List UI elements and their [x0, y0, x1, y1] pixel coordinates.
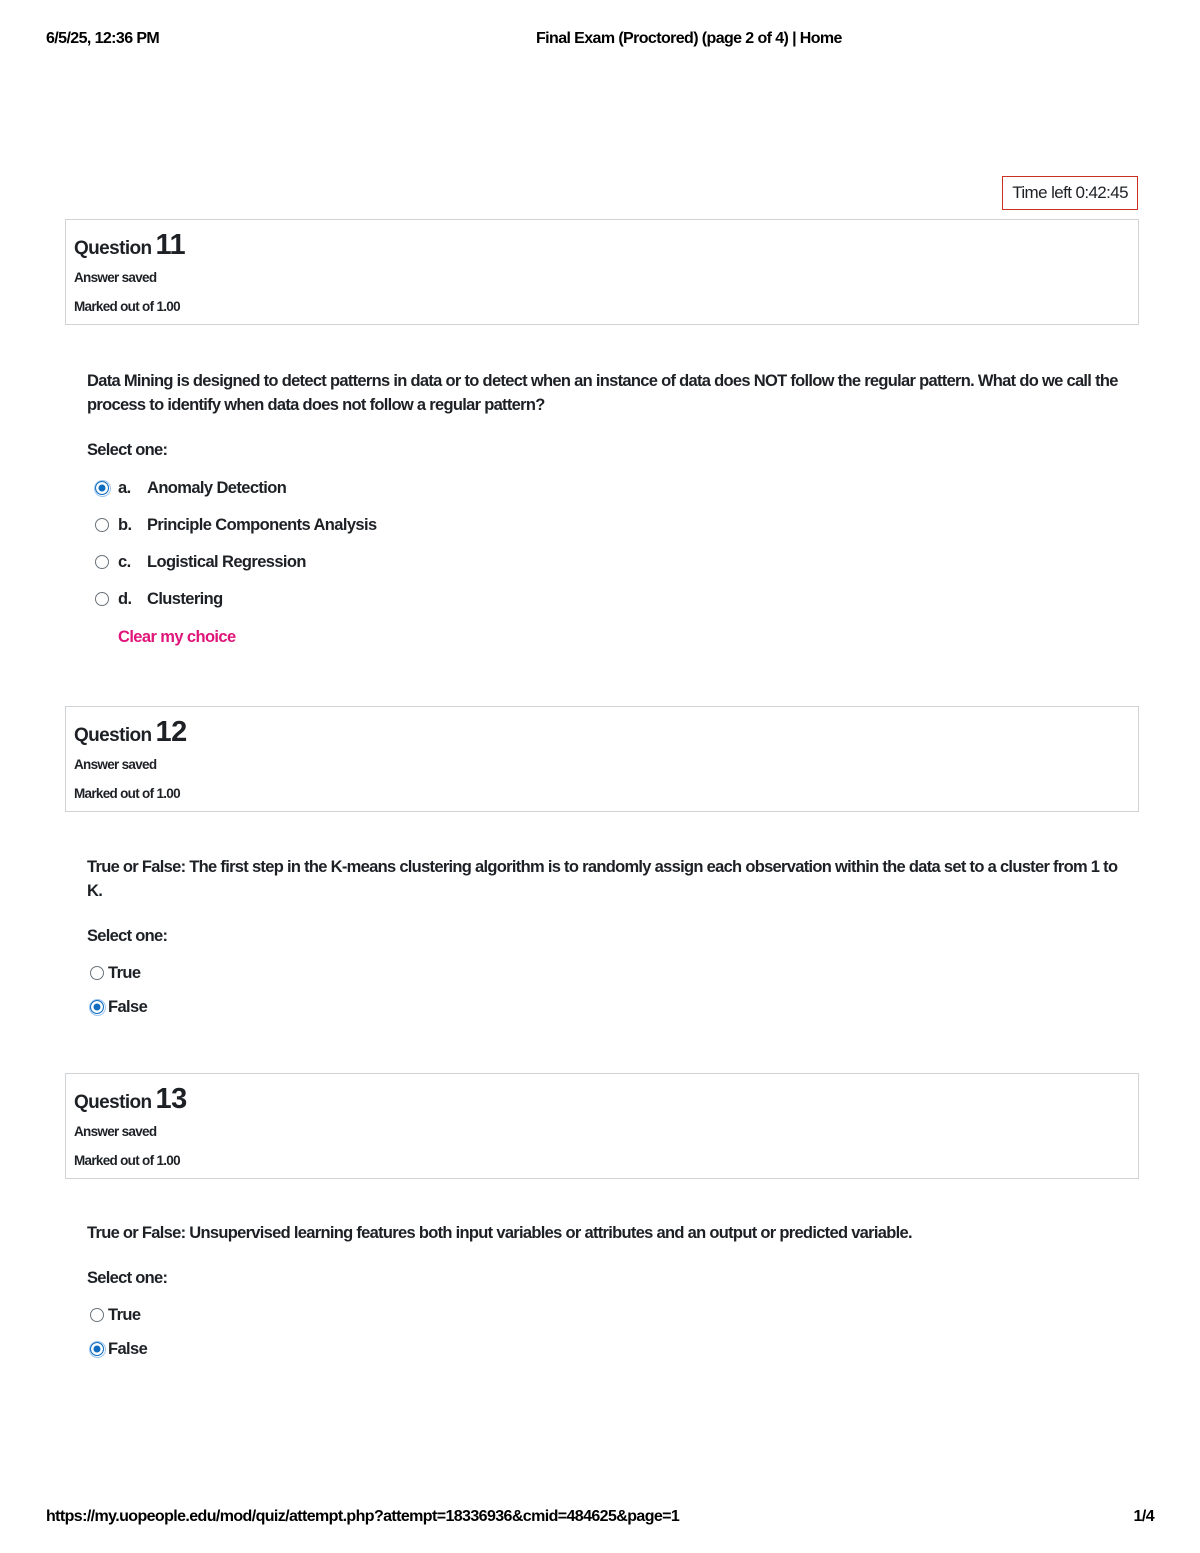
option-letter: b. — [118, 515, 132, 534]
option-label: Logistical Regression — [147, 552, 306, 571]
option-label: True — [108, 963, 141, 982]
question-grade: Marked out of 1.00 — [74, 1153, 180, 1168]
question-label: Question — [74, 725, 152, 746]
q11-option-b[interactable] — [95, 513, 377, 537]
print-page-title: Final Exam (Proctored) (page 2 of 4) | Home — [536, 30, 842, 47]
option-label: False — [108, 1339, 148, 1358]
q12-option-false[interactable] — [90, 995, 147, 1019]
print-header — [46, 30, 1154, 50]
question-number-value: 13 — [155, 1083, 187, 1115]
question-11-prompt: Select one: — [87, 441, 168, 459]
option-letter: a. — [118, 478, 131, 497]
question-number — [74, 230, 1130, 264]
question-grade: Marked out of 1.00 — [74, 299, 180, 314]
radio-unchecked-icon[interactable] — [90, 1308, 104, 1322]
radio-unchecked-icon[interactable] — [95, 555, 109, 569]
clear-my-choice-link[interactable]: Clear my choice — [118, 628, 236, 646]
question-11-text: Data Mining is designed to detect patterns in data or to detect when an instance of data does NOT follow the regular pattern. What do we call the process to identify when data does not follow a regular pattern? — [87, 372, 1118, 414]
question-number — [74, 1084, 1130, 1118]
quiz-timer: Time left 0:42:45 — [1002, 176, 1138, 210]
print-datetime: 6/5/25, 12:36 PM — [46, 30, 160, 47]
question-13-info — [65, 1073, 1139, 1179]
question-grade: Marked out of 1.00 — [74, 786, 180, 801]
question-number-value: 11 — [155, 229, 186, 261]
question-11-info — [65, 219, 1139, 325]
question-label: Question — [74, 1092, 152, 1113]
question-state: Answer saved — [74, 1124, 157, 1139]
question-13-text: True or False: Unsupervised learning features both input variables or attributes and an output or predicted variable. — [87, 1224, 912, 1242]
print-page-count: 1/4 — [1133, 1508, 1154, 1525]
question-12-text: True or False: The first step in the K-means clustering algorithm is to randomly assign each observation within the data set to a cluster from 1 to K. — [87, 858, 1118, 900]
question-12-prompt: Select one: — [87, 927, 168, 945]
question-state: Answer saved — [74, 757, 157, 772]
radio-unchecked-icon[interactable] — [95, 592, 109, 606]
question-state: Answer saved — [74, 270, 157, 285]
question-12-info — [65, 706, 1139, 812]
question-label: Question — [74, 238, 152, 259]
radio-checked-icon[interactable] — [95, 481, 109, 495]
option-letter: c. — [118, 552, 131, 571]
question-number — [74, 717, 1130, 751]
radio-unchecked-icon[interactable] — [95, 518, 109, 532]
question-number-value: 12 — [155, 716, 187, 748]
radio-unchecked-icon[interactable] — [90, 966, 104, 980]
q11-option-d[interactable] — [95, 587, 223, 611]
option-label: Clustering — [147, 589, 223, 608]
q11-option-c[interactable] — [95, 550, 306, 574]
radio-checked-icon[interactable] — [90, 1000, 104, 1014]
option-letter: d. — [118, 589, 132, 608]
option-label: Anomaly Detection — [147, 478, 287, 497]
option-label: False — [108, 997, 148, 1016]
q11-option-a[interactable] — [95, 476, 286, 500]
q13-option-true[interactable] — [90, 1303, 140, 1327]
option-label: Principle Components Analysis — [147, 515, 377, 534]
print-url: https://my.uopeople.edu/mod/quiz/attempt.php?attempt=18336936&cmid=484625&page=1 — [46, 1508, 680, 1525]
radio-checked-icon[interactable] — [90, 1342, 104, 1356]
print-footer — [46, 1508, 1154, 1528]
q13-option-false[interactable] — [90, 1337, 147, 1361]
option-label: True — [108, 1305, 141, 1324]
question-13-prompt: Select one: — [87, 1269, 168, 1287]
q12-option-true[interactable] — [90, 961, 140, 985]
